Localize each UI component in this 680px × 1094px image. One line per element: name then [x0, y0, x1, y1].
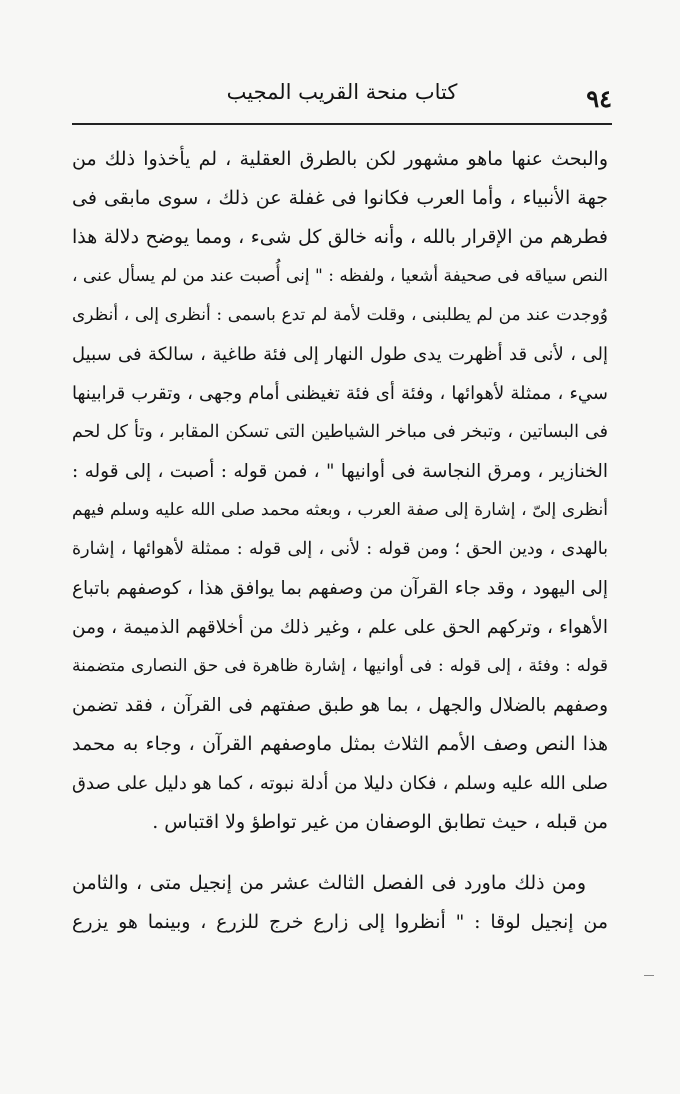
running-title: كتاب منحة القريب المجيب [226, 80, 458, 104]
text-line: الأهواء ، وتركهم الحق على علم ، وغير ذلك من أخلاقهم الذميمة ، ومن [72, 617, 608, 638]
paragraph [72, 864, 608, 942]
text-line: جهة الأنبياء ، وأما العرب فكانوا فى غفلة عن ذلك ، سوى مابقى فى [72, 187, 608, 209]
text-line: قوله : وفئة ، إلى قوله : فى أوانيها ، إشارة ظاهرة فى حق النصارى متضمنة [72, 656, 608, 676]
text-line: والبحث عنها ماهو مشهور لكن بالطرق العقلية ، لم يأخذوا ذلك من [72, 148, 608, 170]
text-line: صلى الله عليه وسلم ، فكان دليلا من أدلة نبوته ، كما هو دليل على صدق [72, 773, 608, 794]
page-number: ٩٤ [586, 84, 612, 113]
text-line: سيء ، ممثلة لأهوائها ، وفئة أى فئة تغيظنى أمام وجهى ، وتقرب قرابينها [72, 383, 608, 404]
body-text [72, 140, 608, 942]
text-line: وُوجدت عند من لم يطلبنى ، وقلت لأمة لم تدع باسمى : أنظرى إلى ، أنظرى [72, 305, 608, 325]
page-header [72, 70, 612, 122]
text-line: بالهدى ، ودين الحق ؛ ومن قوله : لأنى ، إلى قوله : ممثلة لأهوائها ، إشارة [72, 539, 608, 559]
text-line: ومن ذلك ماورد فى الفصل الثالث عشر من إنجيل متى ، والثامن [72, 872, 586, 894]
text-line: من قبله ، حيث تطابق الوصفان من غير تواطؤ ولا اقتباس . [152, 811, 608, 833]
text-line: هذا النص وصف الأمم الثلاث بمثل ماوصفهم القرآن ، وجاء به محمد [72, 733, 608, 755]
text-line: إلى ، لأنى قد أظهرت يدى طول النهار إلى فئة طاغية ، سالكة فى سبيل [72, 344, 608, 365]
paragraph-spacer [72, 842, 608, 864]
text-line: فى البساتين ، وتبخر فى مباخر الشياطين التى تسكن المقابر ، وتأ كل لحم [72, 422, 608, 442]
text-line: الخنازير ، ومرق النجاسة فى أوانيها " ، فمن قوله : أصبت ، إلى قوله : [72, 461, 608, 482]
paragraph [72, 140, 608, 842]
margin-mark [644, 975, 654, 976]
text-line: النص سياقه فى صحيفة أشعيا ، ولفظه : " إنى أُصبت عند من لم يسأل عنى ، [72, 266, 608, 286]
text-line: وصفهم بالضلال والجهل ، بما هو طبق صفتهم فى القرآن ، فقد تضمن [72, 695, 608, 716]
text-line: من إنجيل لوقا : " أنظروا إلى زارع خرج للزرع ، وبينما هو يزرع [72, 911, 608, 933]
text-line: فطرهم من الإقرار بالله ، وأنه خالق كل شىء ، ومما يوضح دلالة هذا [72, 226, 608, 248]
text-line: إلى اليهود ، وقد جاء القرآن من وصفهم بما يوافق هذا ، كوصفهم باتباع [72, 578, 608, 599]
text-line: أنظرى إلىّ ، إشارة إلى صفة العرب ، وبعثه محمد صلى الله عليه وسلم فيهم [72, 500, 608, 520]
header-divider [72, 123, 612, 125]
